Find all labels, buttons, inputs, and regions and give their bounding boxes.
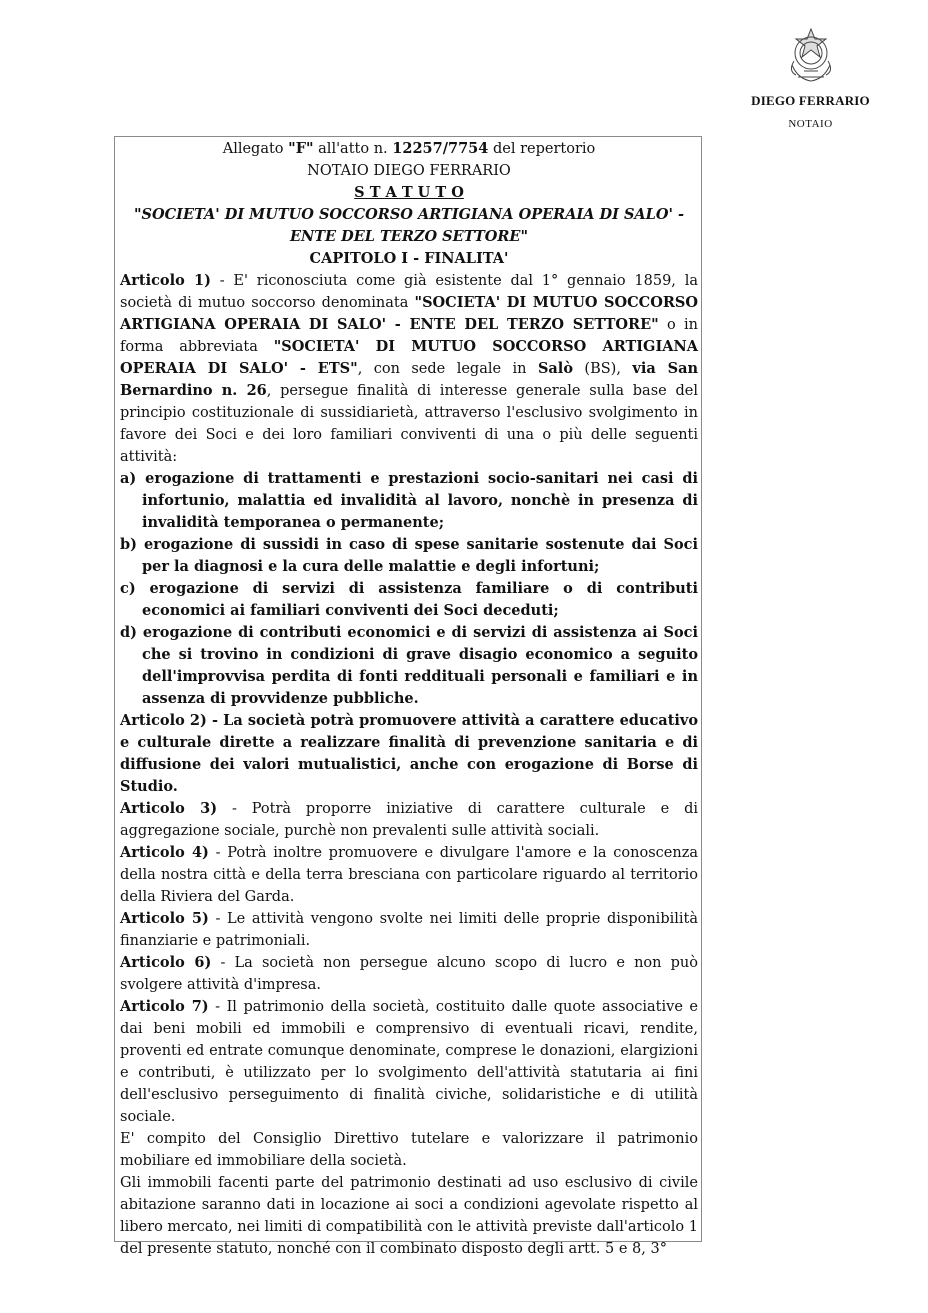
notaio-line: NOTAIO DIEGO FERRARIO (307, 163, 511, 179)
article-text: - Il patrimonio della società, costituito dalle quote associative e dai beni mobili ed immobili e comprensivo di eventuali ricavi, rendite, proventi ed entrate comunque denominate, comprese le donazioni, elargizioni e contributi, è utilizzato per lo svolgimento dell'attività statutaria ai fini dell'esclusivo perseguimento di finalità civiche, solidaristiche e di utilità sociale. (120, 999, 698, 1125)
allegato-text: del repertorio (488, 141, 596, 157)
article-label: Articolo 3) (120, 800, 218, 817)
statuto-title: S T A T U T O (354, 184, 464, 201)
article-text: - La società non persegue alcuno scopo di lucro e non può svolgere attività d'impresa. (120, 955, 698, 993)
address: via San Bernardino n. 26 (120, 360, 699, 399)
article-label: Articolo 7) (120, 998, 209, 1015)
paragraph-immobili: Gli immobili facenti parte del patrimonio destinati ad uso esclusivo di civile abitazione saranno dati in locazione ai soci a condizioni agevolate rispetto al libero mercato, nei limiti di compatibilità con le attività previste dall'articolo 1 del presente statuto, nonché con il combinato disposto degli artt. 5 e 8, 3° (120, 1175, 698, 1257)
paragraph-consiglio: E' compito del Consiglio Direttivo tutelare e valorizzare il patrimonio mobiliare ed immobiliare della società. (120, 1131, 698, 1169)
article-text: - E' riconosciuta come già esistente dal 1° gennaio 1859, la società di mutuo soccorso denominata (120, 273, 698, 311)
article-5 (120, 908, 698, 952)
italian-republic-emblem-icon (784, 25, 838, 85)
article-3 (120, 798, 698, 842)
article-label: Articolo 6) (120, 954, 212, 971)
article-label: Articolo 1) (120, 272, 211, 289)
article-label: Articolo 2) (120, 712, 207, 729)
society-name: "SOCIETA' DI MUTUO SOCCORSO ARTIGIANA OPERAIA DI SALO' - ENTE DEL TERZO SETTORE" (120, 294, 698, 333)
chapter-heading: CAPITOLO I - FINALITA' (309, 250, 509, 267)
article-text: o in forma abbreviata (120, 317, 698, 355)
allegato-text: all'atto n. (313, 141, 393, 157)
document-frame (114, 136, 702, 1257)
list-item: a) erogazione di trattamenti e prestazioni socio-sanitari nei casi di infortunio, malattia ed invalidità al lavoro, nonchè in presenza di invalidità temporanea o permanente; (120, 470, 698, 531)
article-1 (120, 270, 698, 468)
article-text: - La società potrà promuovere attività a carattere educativo e culturale dirette a realizzare finalità di prevenzione sanitaria e di diffusione dei valori mutualistici, anche con erogazione di Borse di Studio. (120, 712, 698, 795)
subtitle-line-1: "SOCIETA' DI MUTUO SOCCORSO ARTIGIANA OPERAIA DI SALO' - (133, 206, 684, 223)
notary-name: DIEGO FERRARIO (751, 93, 870, 108)
article-2 (120, 710, 698, 798)
article-text: - Potrà proporre iniziative di carattere culturale e di aggregazione sociale, purchè non prevalenti sulle attività sociali. (120, 801, 698, 839)
list-item: b) erogazione di sussidi in caso di spese sanitarie sostenute dai Soci per la diagnosi e la cura delle malattie e degli infortuni; (120, 536, 698, 575)
article-6 (120, 952, 698, 996)
article-text: - Le attività vengono svolte nei limiti delle proprie disponibilità finanziarie e patrimoniali. (120, 911, 698, 949)
list-item: d) erogazione di contributi economici e di servizi di assistenza ai Soci che si trovino in condizioni di grave disagio economico a seguito dell'improvvisa perdita di fonti reddituali personali e familiari e in assenza di provvidenze pubbliche. (120, 624, 698, 707)
article-text: , persegue finalità di interesse generale sulla base del principio costituzionale di sussidiarietà, attraverso l'esclusivo svolgimento in favore dei Soci e dei loro familiari conviventi di una o più delle seguenti attività: (120, 383, 698, 465)
allegato-text: Allegato (222, 141, 289, 157)
article-text: , con sede legale in (357, 361, 538, 377)
article-label: Articolo 4) (120, 844, 209, 861)
society-short-name: "SOCIETA' DI MUTUO SOCCORSO ARTIGIANA OPERAIA DI SALO' - ETS" (120, 338, 698, 377)
document-content (120, 138, 698, 1260)
list-item: c) erogazione di servizi di assistenza familiare o di contributi economici ai familiari conviventi dei Soci deceduti; (120, 580, 698, 619)
repertorio-number: 12257/7754 (392, 140, 489, 157)
article-text: (BS), (572, 361, 633, 377)
article-text: - Potrà inoltre promuovere e divulgare l'amore e la conoscenza della nostra città e della terra bresciana con particolare riguardo al territorio della Riviera del Garda. (120, 845, 698, 905)
allegato-line (120, 138, 698, 160)
article-4 (120, 842, 698, 908)
allegato-letter: "F" (288, 140, 314, 157)
city: Salò (537, 360, 573, 377)
notary-title: NOTAIO (788, 118, 833, 130)
article-7 (120, 996, 698, 1128)
article-label: Articolo 5) (120, 910, 209, 927)
subtitle-line-2: ENTE DEL TERZO SETTORE" (289, 228, 529, 245)
